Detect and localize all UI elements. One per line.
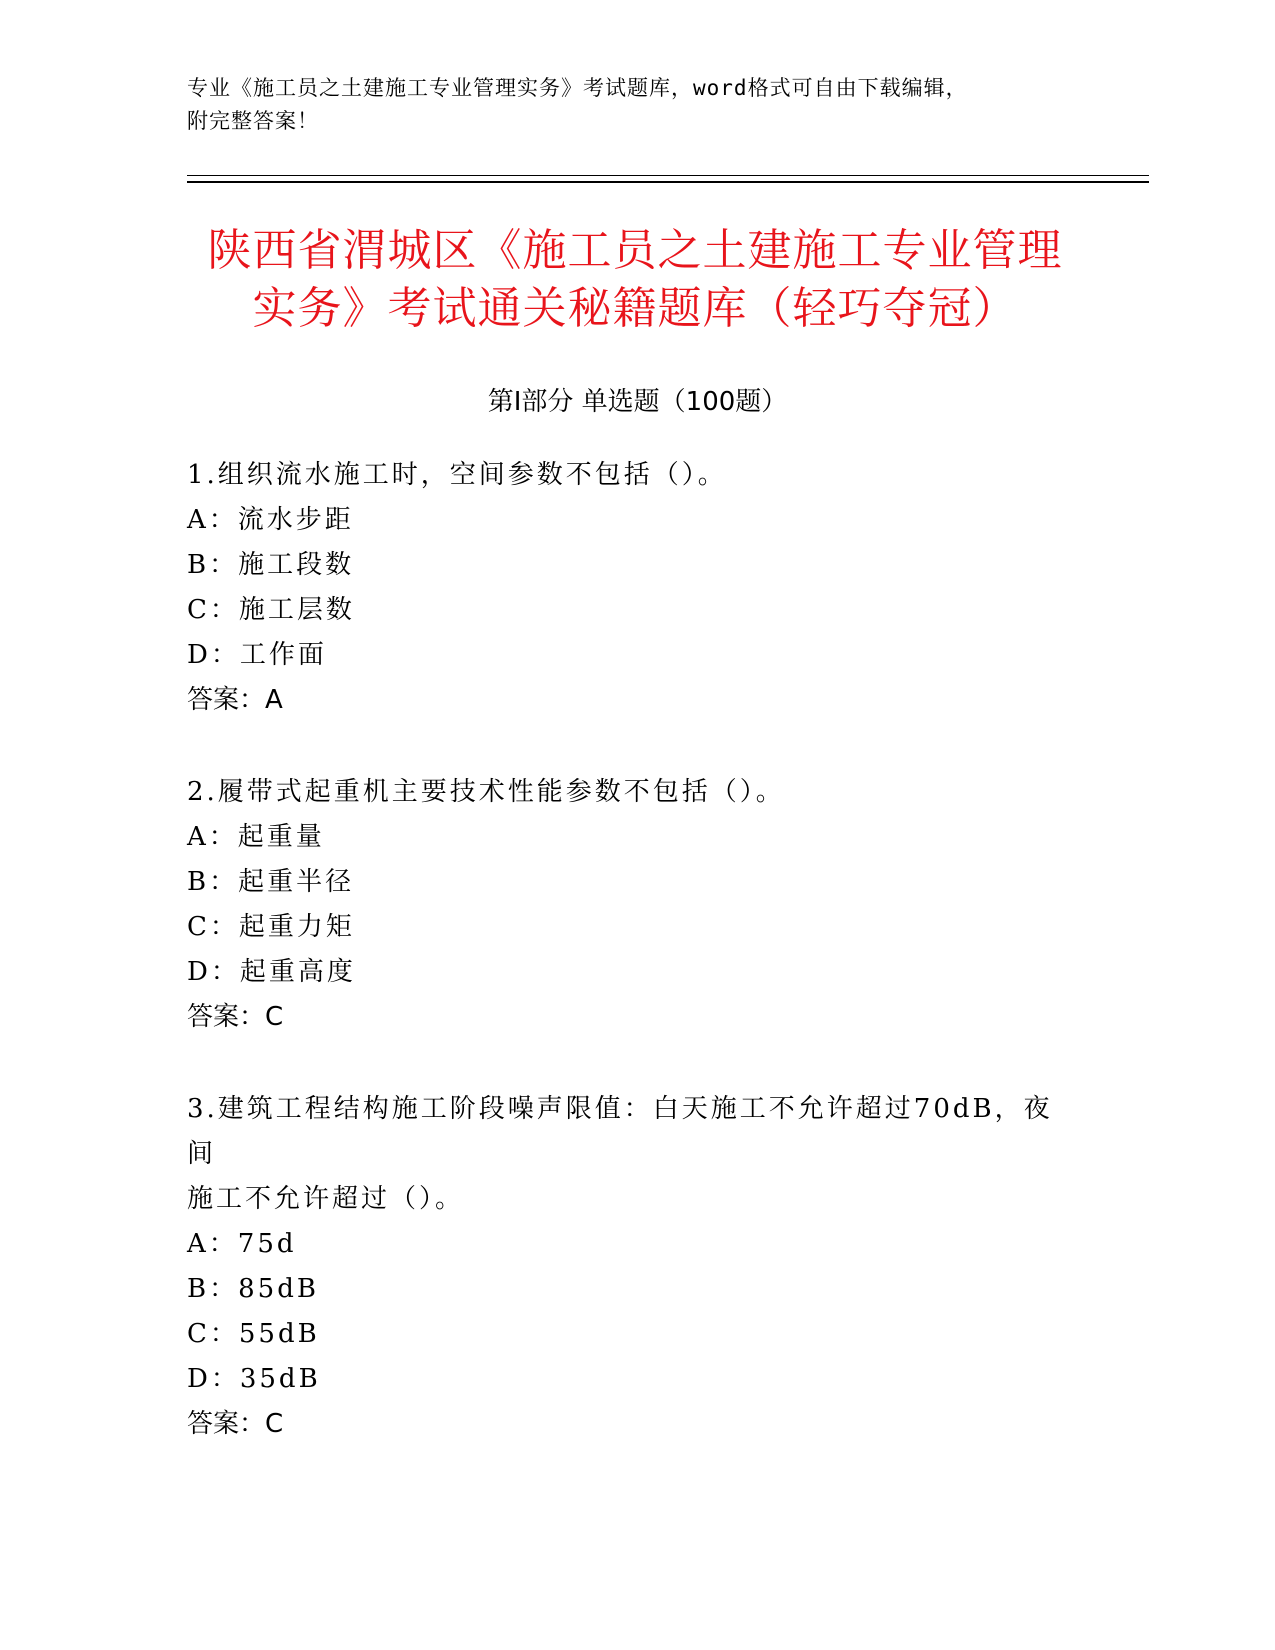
option-c: C：施工层数 [187, 595, 355, 625]
header-divider-thin [187, 175, 1149, 176]
section-heading: 第Ⅰ部分 单选题（100题） [487, 387, 788, 417]
question-2 [187, 770, 1067, 1040]
option-a: A：起重量 [187, 822, 325, 852]
document-title-line-2: 实务》考试通关秘籍题库（轻巧夺冠） [252, 283, 1018, 334]
header-note [187, 72, 1067, 138]
option-a: A：流水步距 [187, 505, 354, 535]
option-b: B：起重半径 [187, 867, 355, 897]
option-d: D：工作面 [187, 640, 327, 670]
option-d: D：35dB [187, 1364, 321, 1394]
option-b: B：施工段数 [187, 550, 355, 580]
question-stem-line-2: 施工不允许超过（）。 [187, 1184, 465, 1214]
question-1 [187, 453, 1067, 723]
option-c: C：起重力矩 [187, 912, 355, 942]
answer: 答案：C [187, 1002, 284, 1032]
header-note-line-1: 专业《施工员之土建施工专业管理实务》考试题库，word格式可自由下载编辑， [187, 76, 968, 100]
header-note-line-2: 附完整答案！ [187, 109, 319, 133]
option-b: B：85dB [187, 1274, 319, 1304]
question-stem: 1.组织流水施工时，空间参数不包括（）。 [187, 460, 727, 490]
header-divider-thick [187, 181, 1149, 183]
question-stem-line-1: 3.建筑工程结构施工阶段噪声限值：白天施工不允许超过70dB，夜间 [187, 1094, 1053, 1169]
answer: 答案：A [187, 685, 283, 715]
question-stem: 2.履带式起重机主要技术性能参数不包括（）。 [187, 777, 785, 807]
option-d: D：起重高度 [187, 957, 356, 987]
option-a: A：75d [187, 1229, 297, 1259]
answer: 答案：C [187, 1409, 284, 1439]
question-3 [187, 1087, 1067, 1447]
document-title [190, 222, 1080, 338]
document-title-line-1: 陕西省渭城区《施工员之土建施工专业管理 [207, 225, 1063, 276]
option-c: C：55dB [187, 1319, 320, 1349]
